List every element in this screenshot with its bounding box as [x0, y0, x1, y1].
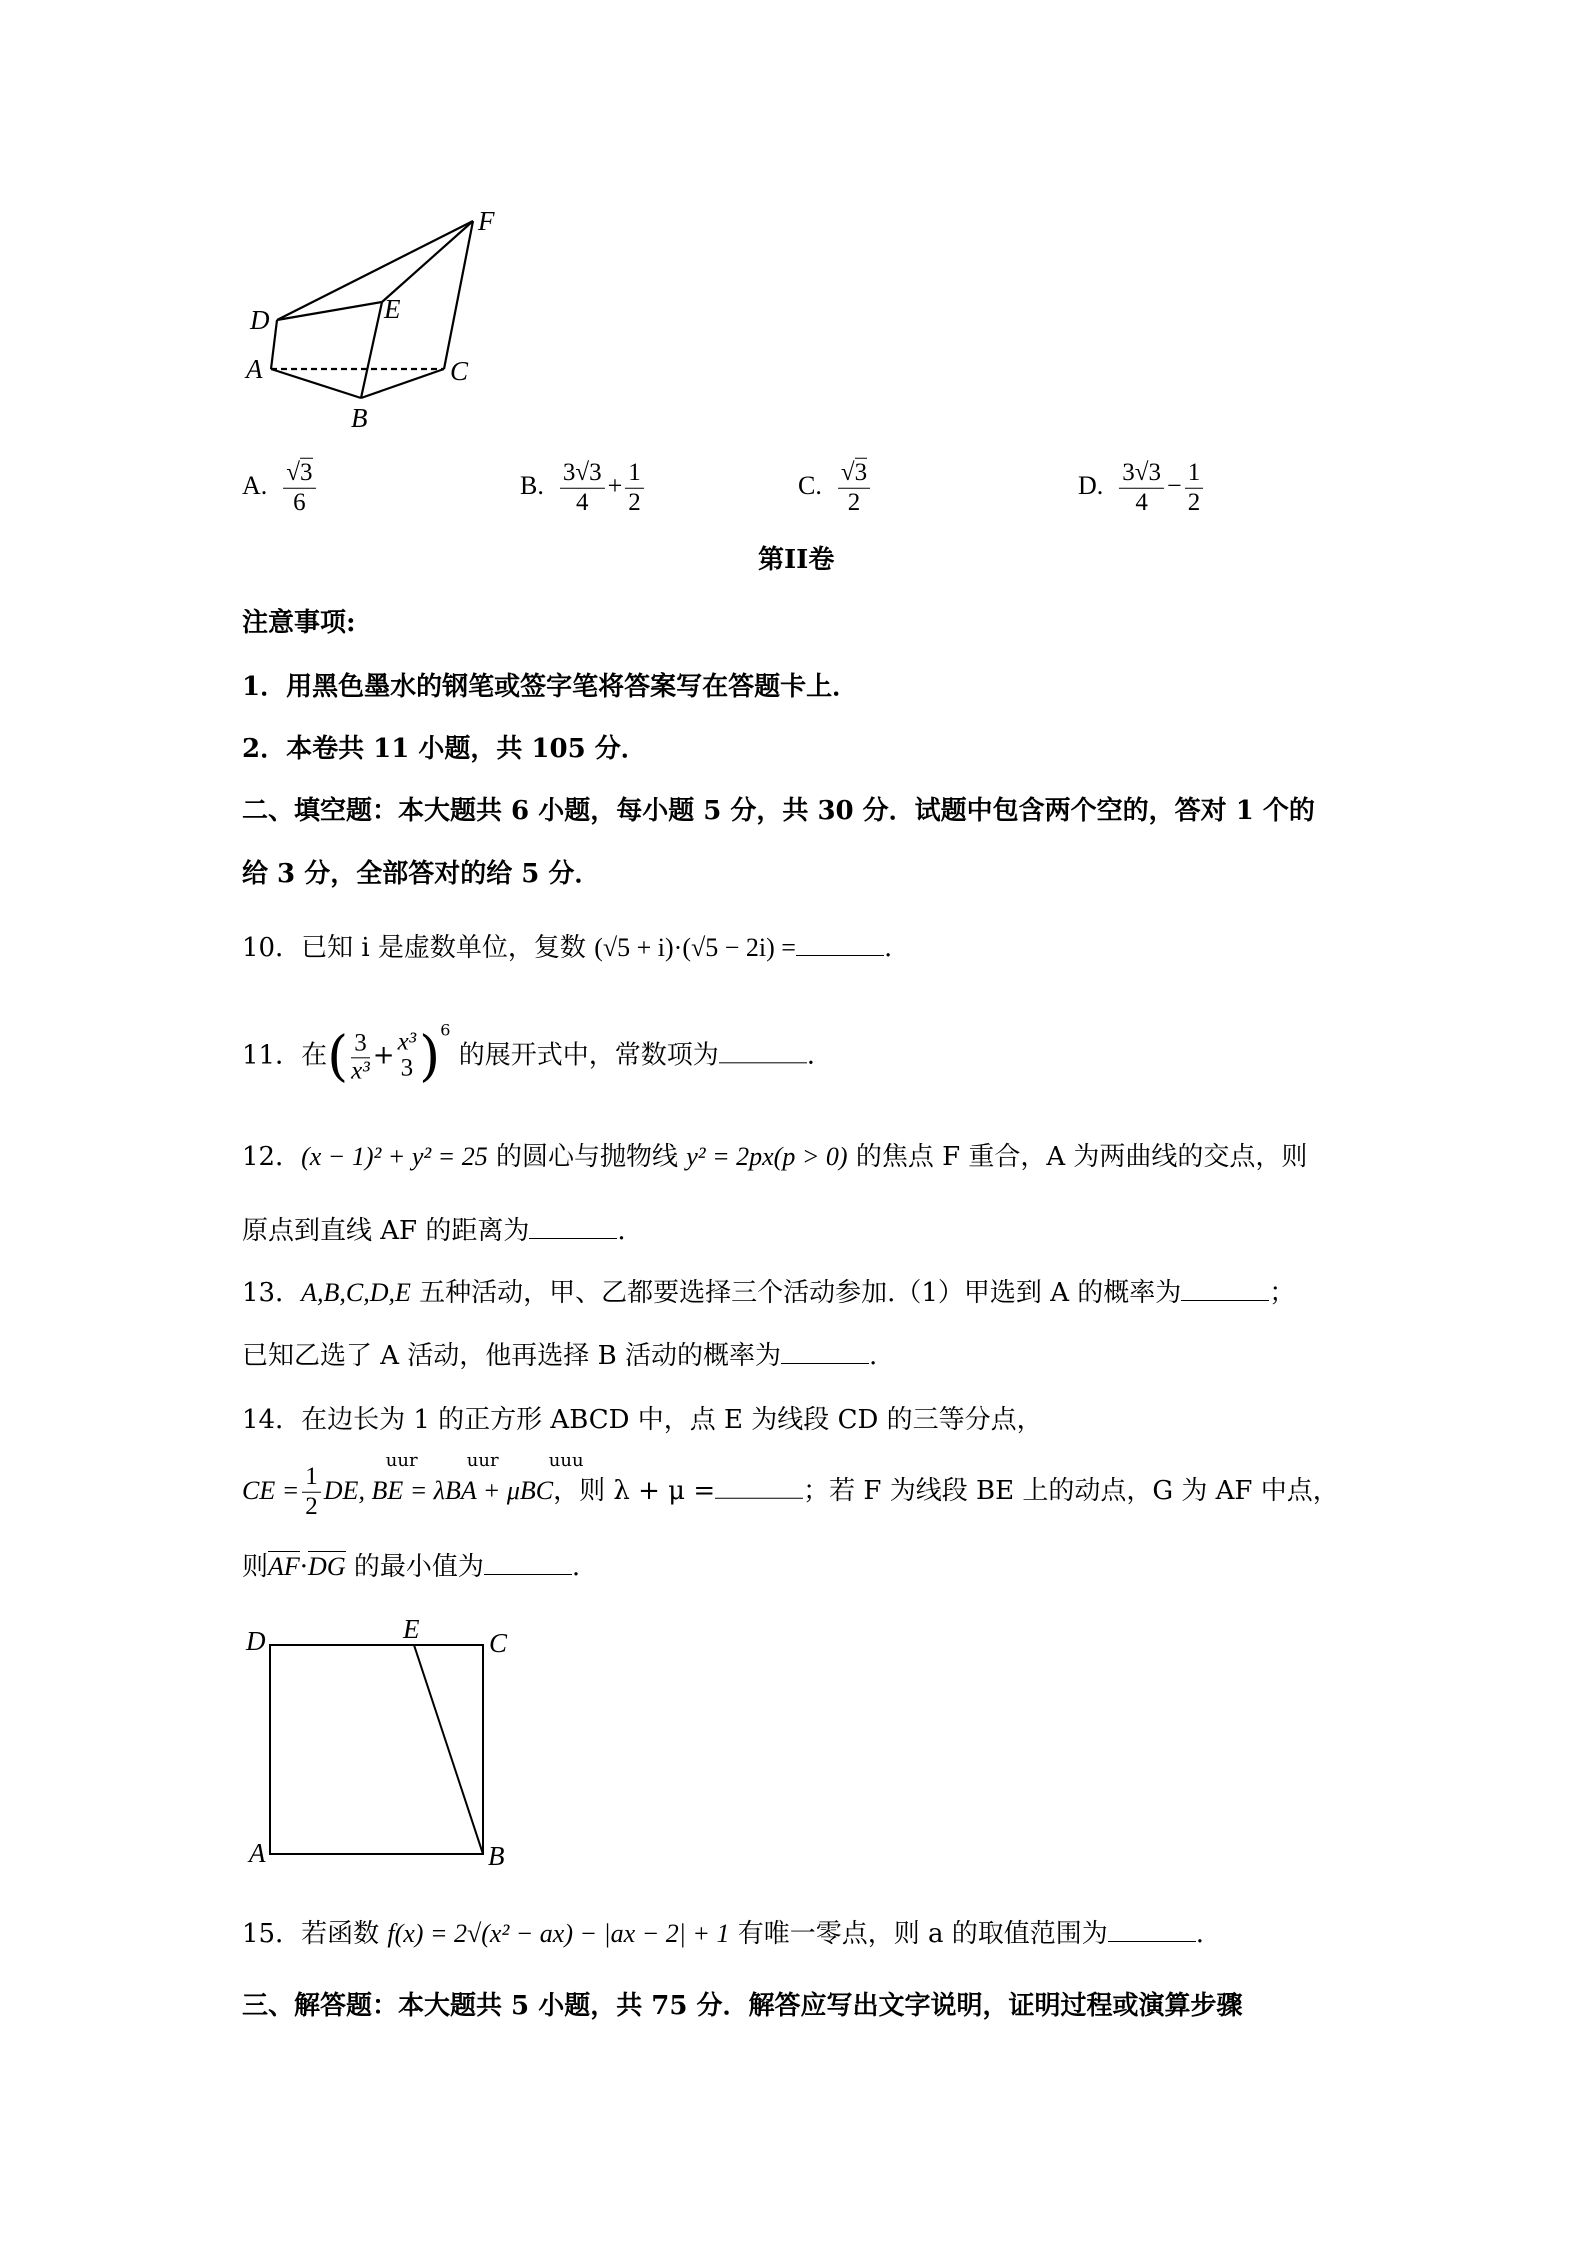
label-C: C [450, 356, 469, 386]
note-2: 2．本卷共 11 小题，共 105 分． [242, 734, 647, 764]
label-A: A [246, 354, 263, 384]
label-E: E [384, 294, 401, 324]
question-12: 12．(x − 1)² + y² = 25 的圆心与抛物线 y² = 2px(p > 0) 的焦点 F 重合，A 为两曲线的交点，则 [242, 1142, 1308, 1172]
note-1: 1．用黑色墨水的钢笔或签字笔将答案写在答题卡上． [242, 672, 859, 702]
question-14-cont2: 则AF·DG 的最小值为 . [242, 1552, 581, 1582]
question-12-cont: 原点到直线 AF 的距离为 . [242, 1216, 626, 1246]
square-figure [270, 1645, 483, 1854]
vector-mark: uur [466, 1450, 499, 1471]
answer-blank[interactable] [719, 1042, 807, 1063]
answer-blank[interactable] [781, 1343, 869, 1364]
answer-blank[interactable] [1181, 1280, 1269, 1301]
question-13-cont: 已知乙选了 A 活动，他再选择 B 活动的概率为 . [242, 1341, 878, 1371]
question-14-cont: CE = $\frac{1}{2}$ DE, BE = λBA + μBC uur uur uuu ，则 λ + μ = ；若 F 为线段 BE 上的动点，G 为 AF 中点， [242, 1450, 1339, 1520]
vector-mark: uuu [548, 1450, 584, 1471]
question-14: 14．在边长为 1 的正方形 ABCD 中，点 E 为线段 CD 的三等分点， [242, 1405, 1043, 1435]
part2-heading-cont: 给 3 分，全部答对的给 5 分． [242, 859, 601, 889]
label-B: B [351, 403, 368, 433]
section-title: 第II卷 [758, 545, 835, 575]
answer-blank[interactable] [484, 1554, 572, 1575]
label-F: F [478, 206, 495, 236]
option-d: D. $\frac{3√3}{4}$ − $\frac{1}{2}$ [1078, 459, 1206, 518]
label-E: E [403, 1614, 420, 1644]
vector-mark: uur [385, 1450, 418, 1471]
notes-title: 注意事项: [242, 608, 356, 638]
polyhedron-figure [271, 221, 473, 398]
label-B: B [488, 1841, 505, 1871]
option-c: C. $\frac{√3}{2}$ [798, 459, 873, 518]
part3-heading: 三、解答题：本大题共 5 小题，共 75 分．解答应写出文字说明，证明过程或演算步骤 [242, 1991, 1243, 2021]
label-D: D [250, 305, 270, 335]
question-13: 13．A,B,C,D,E 五种活动，甲、乙都要选择三个活动参加.（1）甲选到 A 的概率为 ； [242, 1278, 1296, 1308]
label-C: C [489, 1628, 508, 1658]
answer-blank[interactable] [796, 935, 884, 956]
question-11: 11．在( $\frac{3}{\text{x³}}$ + x³ 3 )$^6$ 的展开式中，常数项为 . [242, 1020, 815, 1088]
option-b: B. $\frac{3√3}{4}$ + $\frac{1}{2}$ [520, 459, 647, 518]
option-a: A. $\frac{√3}{6}$ [242, 459, 319, 518]
answer-blank[interactable] [715, 1478, 803, 1499]
part2-heading: 二、填空题：本大题共 6 小题，每小题 5 分，共 30 分．试题中包含两个空的，答对 1 个的 [242, 796, 1315, 826]
question-15: 15．若函数 f(x) = 2√(x² − ax) − |ax − 2| + 1 有唯一零点，则 a 的取值范围为 . [242, 1919, 1205, 1949]
question-10: 10．已知 i 是虚数单位，复数 (√5 + i)·(√5 − 2i) = . [242, 933, 893, 963]
label-D: D [246, 1626, 266, 1656]
answer-blank[interactable] [1108, 1921, 1196, 1942]
answer-blank[interactable] [529, 1218, 617, 1239]
label-A: A [249, 1838, 266, 1868]
